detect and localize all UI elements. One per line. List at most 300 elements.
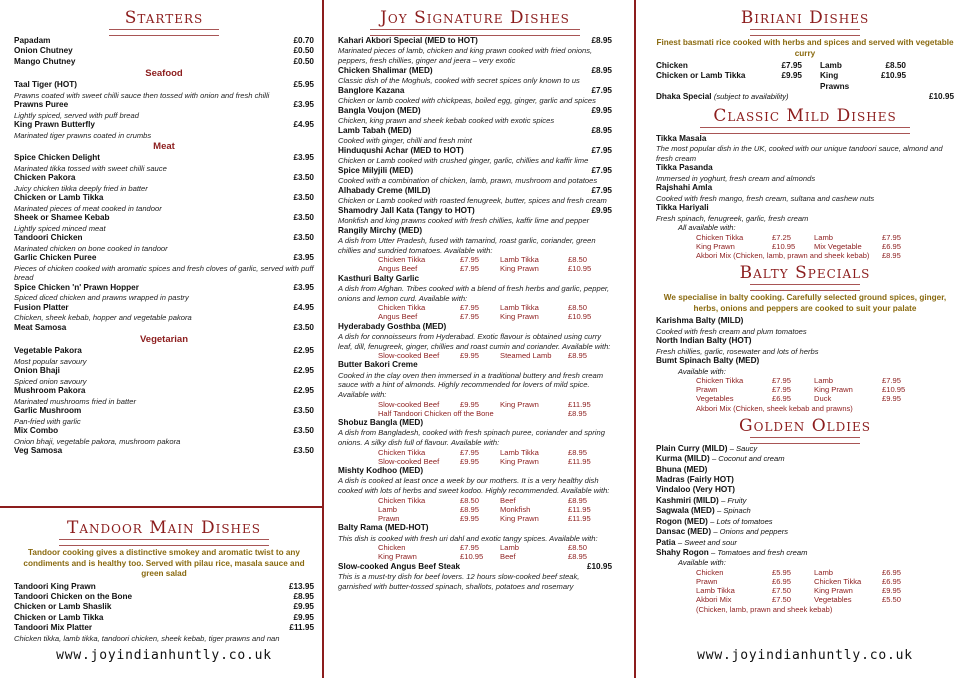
menu-item-name: Tandoori Chicken [14,233,83,243]
option-name: Chicken Tikka [814,576,862,586]
menu-item-name: Mushroom Pakora [14,386,86,396]
menu-item-desc: Juicy chicken tikka deeply fried in batter [14,183,148,193]
menu-item-desc: Prawns coated with sweet chilli sauce then tossed with onion and fresh chilli [14,90,270,100]
menu-item-row [14,613,314,623]
menu-item-price: £13.95 [288,581,314,591]
menu-item-row [338,36,612,46]
option-name: Steamed Lamb [500,351,552,361]
option-row [656,376,954,385]
option-price: £5.95 [772,567,792,577]
option-name: Chicken [378,543,406,553]
mild-mix [656,251,954,260]
mild-title: Classic Mild Dishes [656,106,954,134]
menu-item-row [338,106,612,116]
menu-item-name: Patia [656,537,676,547]
menu-item-name: Sheek or Shamee Kebab [14,213,110,223]
menu-item-name: Spice Chicken 'n' Prawn Hopper [14,282,139,292]
half-chicken-row [338,409,612,418]
option-row [656,394,954,403]
menu-item-name: Tandoori Mix Platter [14,623,93,633]
option-name: Slow-cooked Beef [378,456,440,466]
option-price: £8.95 [568,447,588,457]
option-name: Chicken Tikka [378,447,426,457]
menu-item-row [338,322,612,332]
menu-item-desc: Cooked in the clay oven then immersed in a traditional buttery and fresh cream sauce with a hint of almonds. Highly recommended for lovers of mild spice. Available with: [338,370,604,399]
option-name: Beef [500,495,516,505]
option-price: £11.95 [568,399,591,409]
vegetarian-label: Vegetarian [139,334,189,346]
option-name: Chicken or Lamb Tikka [656,71,746,81]
option-price: £7.95 [460,303,480,313]
menu-item-price: £10.95 [586,561,612,571]
menu-item-price: £7.95 [591,165,612,175]
menu-item-row [14,213,314,223]
menu-item-name: Alhabady Creme (MILD) [338,185,431,195]
tandoor-intro: Tandoor cooking gives a distinctive smokey and aromatic twist to any condiments and is healthy too. Served with pilau rice, masala sauce and green salad [23,548,305,578]
menu-item-name: Karishma Balty (MILD) [656,316,744,326]
menu-item-name: Mix Combo [14,426,59,436]
menu-item-desc: Cooked with fresh mango, fresh cream, sultana and cashew nuts [656,193,875,203]
half-chicken-label: Half Tandoori Chicken off the Bone [378,408,494,418]
menu-item-desc: Fresh spinach, fenugreek, garlic, fresh cream [656,213,809,223]
menu-item-row [656,203,954,213]
option-price: £9.95 [882,394,902,404]
menu-item-name: Vegetable Pakora [14,346,82,356]
menu-item-price: £3.50 [293,193,314,203]
menu-item-name: Bangla Voujon (MED) [338,105,421,115]
option-price: £8.50 [568,255,588,265]
option-price: £7.50 [772,595,792,605]
menu-item-name: Kasthuri Balty Garlic [338,273,419,283]
dhaka-row [656,92,954,102]
option-name: Lamb Tikka [500,255,539,265]
option-price: £8.50 [460,495,480,505]
menu-item-desc: A dish from Afghan. Tribes cooked with a blend of fresh herbs and garlic, pepper, onions and lemon curd. Available with: [338,284,610,303]
option-price: £9.95 [882,586,902,596]
menu-item-price: £8.95 [591,65,612,75]
menu-item-row [14,193,314,203]
menu-item-row [656,444,954,454]
menu-item-row [656,496,954,506]
menu-item-row [14,57,314,67]
option-price: £9.95 [781,71,802,81]
menu-item-price: £3.95 [293,100,314,110]
menu-item-name: Dansac (MED) [656,527,712,537]
menu-item-row [656,336,954,346]
menu-item-row [338,126,612,136]
option-price: £7.95 [772,385,792,395]
mild-mix-label: Akbori Mix (Chicken, lamb, prawn and sheek kebab) [696,251,870,261]
menu-item-name: Veg Samosa [14,446,63,456]
menu-item-desc: Spiced diced chicken and prawns wrapped in pastry [14,293,189,303]
menu-item-name: Butter Bakori Creme [338,360,418,370]
menu-item-row [338,186,612,196]
option-price: £7.95 [882,376,902,386]
option-row [656,242,954,251]
menu-item-row [338,86,612,96]
dhaka-price: £10.95 [928,92,954,102]
option-price: £7.95 [460,264,480,274]
option-price: £7.95 [460,255,480,265]
menu-item-price: £8.95 [591,36,612,45]
option-price: £6.95 [772,394,792,404]
menu-item-name: Papadam [14,36,51,45]
tandoor-list [14,582,314,634]
signature-list [338,36,612,226]
menu-item-row [656,183,954,193]
option-price: £6.95 [882,567,902,577]
option-price: £6.95 [882,241,902,251]
menu-item-row [14,602,314,612]
mild-mix-price: £8.95 [882,251,901,261]
option-name: Chicken Tikka [696,376,744,386]
option-price: £8.50 [885,61,906,70]
menu-item-row [14,253,314,263]
menu-item-name: Garlic Chicken Puree [14,253,97,263]
option-name: Lamb Tikka [500,303,539,313]
menu-item-name: Kashmiri (MILD) [656,495,719,505]
menu-item-desc: Chicken or lamb cooked with chickpeas, boiled egg, ginger, garlic and spices [338,96,596,105]
option-name: Vegetables [696,394,734,404]
menu-item-desc: Monkfish and king prawns cooked with fresh chillies, kaffir lime and pepper [338,216,590,225]
menu-item-row [14,592,314,602]
column-divider [634,0,636,678]
column-divider [322,0,324,678]
option-price: £8.95 [568,495,588,505]
option-name: King Prawn [500,513,539,523]
menu-item-row [338,226,612,236]
meat-label: Meat [153,141,175,153]
menu-item-price: £5.95 [293,80,314,90]
menu-item-name: Bumt Spinach Balty (MED) [656,356,760,366]
biriani-row [656,71,954,92]
balty-mix: Akbori Mix (Chicken, sheek kebab and prawns) [696,403,853,413]
menu-item-row [14,386,314,396]
option-name: Chicken [656,61,688,70]
website-link-right[interactable]: www.joyindianhuntly.co.uk [697,648,913,663]
option-name: King Prawn [814,385,853,395]
option-price: £11.95 [568,504,591,514]
website-link-left[interactable]: www.joyindianhuntly.co.uk [56,648,272,663]
section-divider [0,506,322,508]
option-name: King Prawn [378,552,417,562]
menu-item-name: Tandoori Chicken on the Bone [14,591,133,601]
option-row [656,233,954,242]
menu-item-price: £3.95 [293,282,314,292]
menu-item-name: Lamb Tabah (MED) [338,125,412,135]
option-price: £7.50 [772,586,792,596]
option-price: £11.95 [568,456,591,466]
menu-item-row [338,274,612,284]
menu-item-price: £7.95 [591,185,612,195]
option-price: £8.50 [568,543,588,553]
menu-item-desc: The most popular dish in the UK, cooked with our unique tandoori sauce, almond and fresh cream [656,144,943,163]
menu-item-desc: Lightly spiced minced meat [14,223,106,233]
menu-item-row [14,283,314,293]
option-name: King Prawn [500,312,539,322]
option-price: £6.95 [882,576,902,586]
option-name: King Prawn [814,586,853,596]
option-row [656,568,954,577]
menu-item-price: £3.50 [293,173,314,183]
option-price: £8.95 [568,351,588,361]
menu-item-row [656,538,954,548]
option-name: Lamb Tikka [500,447,539,457]
menu-item-row [338,360,612,370]
tandoor-section [14,518,314,643]
menu-item-desc: A dish from Bangladesh, cooked with fresh spinach puree, coriander and spring onions. A silky dish full of flavour. Available with: [338,428,605,447]
menu-item-desc: Marinated tikka tossed with sweet chilli sauce [14,163,167,173]
biriani-intro: Finest basmati rice cooked with herbs and spices and served with vegetable curry [656,38,954,58]
menu-item-price: £7.95 [591,85,612,95]
option-name: Chicken Tikka [378,303,426,313]
menu-item-name: Balty Rama (MED-HOT) [338,523,429,533]
option-row [338,303,612,312]
menu-item-name: Madras (Fairly HOT) [656,475,734,485]
menu-item-name: Kahari Akbori Special (MED to HOT) [338,36,478,45]
option-price: £7.95 [772,376,792,386]
menu-item-name: Hinduqushi Achar (MED to HOT) [338,145,464,155]
menu-item-desc: Pan-fried with garlic [14,416,81,426]
menu-item-name: Spice Milyjili (MED) [338,165,414,175]
balty-intro: We specialise in balty cooking. Carefully selected ground spices, ginger, herbs, onions and peppers are cooked to suit your palate [663,293,947,313]
option-row [338,457,612,466]
menu-item-desc: Classic dish of the Moghuls, cooked with secret spices only known to us [338,76,580,85]
menu-item-row [656,475,954,485]
menu-item-desc: A dish is cooked at least once a week by our mothers. It is a very healthy dish cooked with lots of herbs and sweet kodoo. Highly recommended. Available with: [338,476,610,495]
menu-item-desc: Marinated pieces of meat cooked in tandoor [14,203,162,213]
menu-item-note: – Sweet and sour [677,537,737,547]
option-price: £10.95 [460,552,484,562]
menu-item-name: Rajshahi Amla [656,183,713,193]
mild-list [656,134,954,224]
option-price: £10.95 [568,312,592,322]
half-chicken-price: £8.95 [568,408,587,418]
option-price: £7.25 [772,232,792,242]
menu-item-desc: Lightly spiced, served with puff bread [14,110,139,120]
menu-item-name: Kurma (MILD) [656,454,710,464]
option-price: £10.95 [880,71,906,81]
menu-item-row [338,146,612,156]
signature-title: Joy Signature Dishes [338,8,612,36]
option-row [338,351,612,360]
starters-title: Starters [14,8,314,36]
option-name: Lamb [814,376,833,386]
option-price: £8.50 [568,303,588,313]
oldies-options [656,568,954,605]
dhaka-name: Dhaka Special [656,92,712,102]
option-price: £10.95 [568,264,592,274]
menu-item-row [14,582,314,592]
menu-item-note: – Spinach [716,506,751,516]
option-name: Lamb Tikka [696,586,735,596]
menu-item-name: North Indian Balty (HOT) [656,336,752,346]
meat-list [14,153,314,333]
menu-item-note: – Lots of tomatoes [710,516,773,526]
menu-item-desc: Marinated pieces of lamb, chicken and king prawn cooked with fried onions, peppers, fresh chillies, ginger and jeera – very exotic [338,46,593,65]
balty-avail: Available with: [678,366,726,376]
option-price: £8.95 [460,504,480,514]
menu-item-row [338,206,612,216]
option-name: Akbori Mix [696,595,732,605]
option-price: £11.95 [568,513,591,523]
menu-item-name: Rogon (MED) [656,516,708,526]
menu-item-name: Tikka Pasanda [656,163,713,173]
option-name: Monkfish [500,504,531,514]
menu-item-desc: Spiced onion savoury [14,376,87,386]
option-name: Chicken Tikka [696,232,744,242]
option-row [338,496,612,505]
option-price: £7.95 [460,543,480,553]
option-row [338,543,612,552]
menu-item-row [338,418,612,428]
mild-avail: All available with: [678,223,736,233]
option-name: Angus Beef [378,264,418,274]
menu-item-price: £2.95 [293,386,314,396]
starters-top-list [14,36,314,67]
menu-item-row [14,446,314,456]
menu-item-desc: Marinated chicken on bone cooked in tandoor [14,243,168,253]
menu-item-note: – Fruity [721,495,747,505]
biriani-title: Biriani Dishes [656,8,954,36]
menu-item-row [14,153,314,163]
menu-item-name: Vindaloo (Very HOT) [656,485,736,495]
menu-item-name: Chicken or Lamb Tikka [14,612,104,622]
menu-item-desc: Immersed in yoghurt, fresh cream and almonds [656,173,816,183]
menu-item-name: Fusion Platter [14,302,69,312]
menu-item-price: £9.95 [591,205,612,215]
option-name: Mix Vegetable [814,241,862,251]
menu-item-name: Sagwala (MED) [656,506,715,516]
menu-item-row [14,80,314,90]
option-name: Angus Beef [378,312,418,322]
menu-item-name: Tikka Hariyali [656,203,709,213]
option-row [656,385,954,394]
menu-item-row [656,465,954,475]
menu-item-name: Chicken Pakora [14,173,76,183]
option-price: £7.95 [781,61,802,70]
option-row [338,264,612,273]
menu-item-row [656,517,954,527]
menu-item-row [656,316,954,326]
menu-item-price: £9.95 [293,602,314,612]
option-price: £7.95 [882,232,902,242]
option-name: King Prawns [820,71,850,91]
menu-item-name: Prawns Puree [14,100,69,110]
menu-item-name: Shamodry Jall Kata (Tangy to HOT) [338,205,475,215]
menu-item-name: Garlic Mushroom [14,406,82,416]
option-name: Lamb [378,504,397,514]
option-name: King Prawn [500,456,539,466]
menu-item-desc: Chicken or Lamb cooked with roasted fenugreek, butter, spices and fresh cream [338,196,607,205]
menu-item-price: £3.50 [293,426,314,436]
option-price: £6.95 [772,576,792,586]
menu-item-price: £3.50 [293,213,314,223]
menu-item-price: £3.50 [293,406,314,416]
option-name: King Prawn [696,241,735,251]
menu-item-name: Taal Tiger (HOT) [14,80,77,90]
menu-item-row [14,233,314,243]
menu-item-row [338,66,612,76]
menu-item-desc: This dish is cooked with fresh uri dahl and exotic tangy spices. Available with: [338,533,598,543]
menu-item-row [656,485,954,495]
menu-item-row [14,46,314,56]
option-row [338,312,612,321]
menu-item-desc: Chicken or Lamb cooked with crushed ginger, garlic, chillies and kaffir lime [338,156,589,165]
menu-item-name: Plain Curry (MILD) [656,443,728,453]
platter-desc: Chicken tikka, lamb tikka, tandoori chicken, sheek kebab, tiger prawns and nan [14,633,280,643]
menu-item-row [656,548,954,558]
option-row [338,552,612,561]
menu-item-name: Tandoori King Prawn [14,581,96,591]
option-name: Chicken Tikka [378,255,426,265]
menu-item-desc: Onion bhaji, vegetable pakora, mushroom pakora [14,436,181,446]
menu-item-price: £2.95 [293,346,314,356]
menu-item-name: Chicken Shalimar (MED) [338,65,433,75]
menu-item-row [14,173,314,183]
option-row [338,505,612,514]
biriani-list [656,61,954,92]
menu-item-price: £3.95 [293,253,314,263]
menu-item-note: – Onions and peppers [713,527,789,537]
menu-item-price: £3.50 [293,322,314,332]
menu-item-price: £4.95 [293,302,314,312]
option-price: £5.50 [882,595,902,605]
menu-item-name: Shobuz Bangla (MED) [338,417,424,427]
menu-item-row [338,523,612,533]
menu-item-row [14,36,314,46]
option-price: £9.95 [460,513,480,523]
signature-extra-list [338,226,612,592]
option-name: King Prawn [500,399,539,409]
menu-item-desc: Cooked with a combination of chicken, lamb, prawn, mushroom and potatoes [338,176,598,185]
mild-options [656,233,954,251]
menu-item-note: – Coconut and cream [711,454,785,464]
menu-item-desc: Chicken, sheek kebab, hopper and vegetable pakora [14,313,192,323]
menu-item-price: £11.95 [289,623,314,633]
menu-item-row [14,303,314,313]
menu-item-desc: Fresh chillies, garlic, rosewater and lots of herbs [656,346,819,356]
option-name: Slow-cooked Beef [378,351,440,361]
menu-item-row [14,426,314,436]
option-row [338,448,612,457]
option-name: Vegetables [814,595,852,605]
option-name: Prawn [378,513,400,523]
option-name: Beef [500,552,516,562]
menu-item-row [14,346,314,356]
dhaka-note: (subject to availability) [713,92,789,102]
menu-item-row [14,623,314,633]
menu-item-price: £8.95 [591,125,612,135]
biriani-row [656,61,954,71]
option-price: £9.95 [460,351,480,361]
column-left [14,8,314,457]
menu-item-row [656,506,954,516]
menu-item-row [656,527,954,537]
menu-item-price: £3.95 [293,153,314,163]
menu-item-row [14,366,314,376]
menu-item-desc: A dish from Utter Pradesh, fused with tamarind, roast garlic, coriander, green chillies and sundried tomatoes. Available with: [338,236,596,255]
menu-item-desc: A dish for connoisseurs from Hyderabad. Exotic flavour is obtained using curry leaf, dill, fenugreek, ginger, chillies and roast cumin and coriander. Available with: [338,332,611,351]
menu-item-desc: Chicken, king prawn and sheek kebab cooked with exotic spices [338,116,555,125]
option-price: £7.95 [460,312,480,322]
menu-item-price: £7.95 [591,145,612,155]
menu-item-row [14,120,314,130]
menu-item-name: Spice Chicken Delight [14,153,100,163]
menu-item-row [656,356,954,366]
oldies-list [656,444,954,558]
menu-item-price: £2.95 [293,366,314,376]
